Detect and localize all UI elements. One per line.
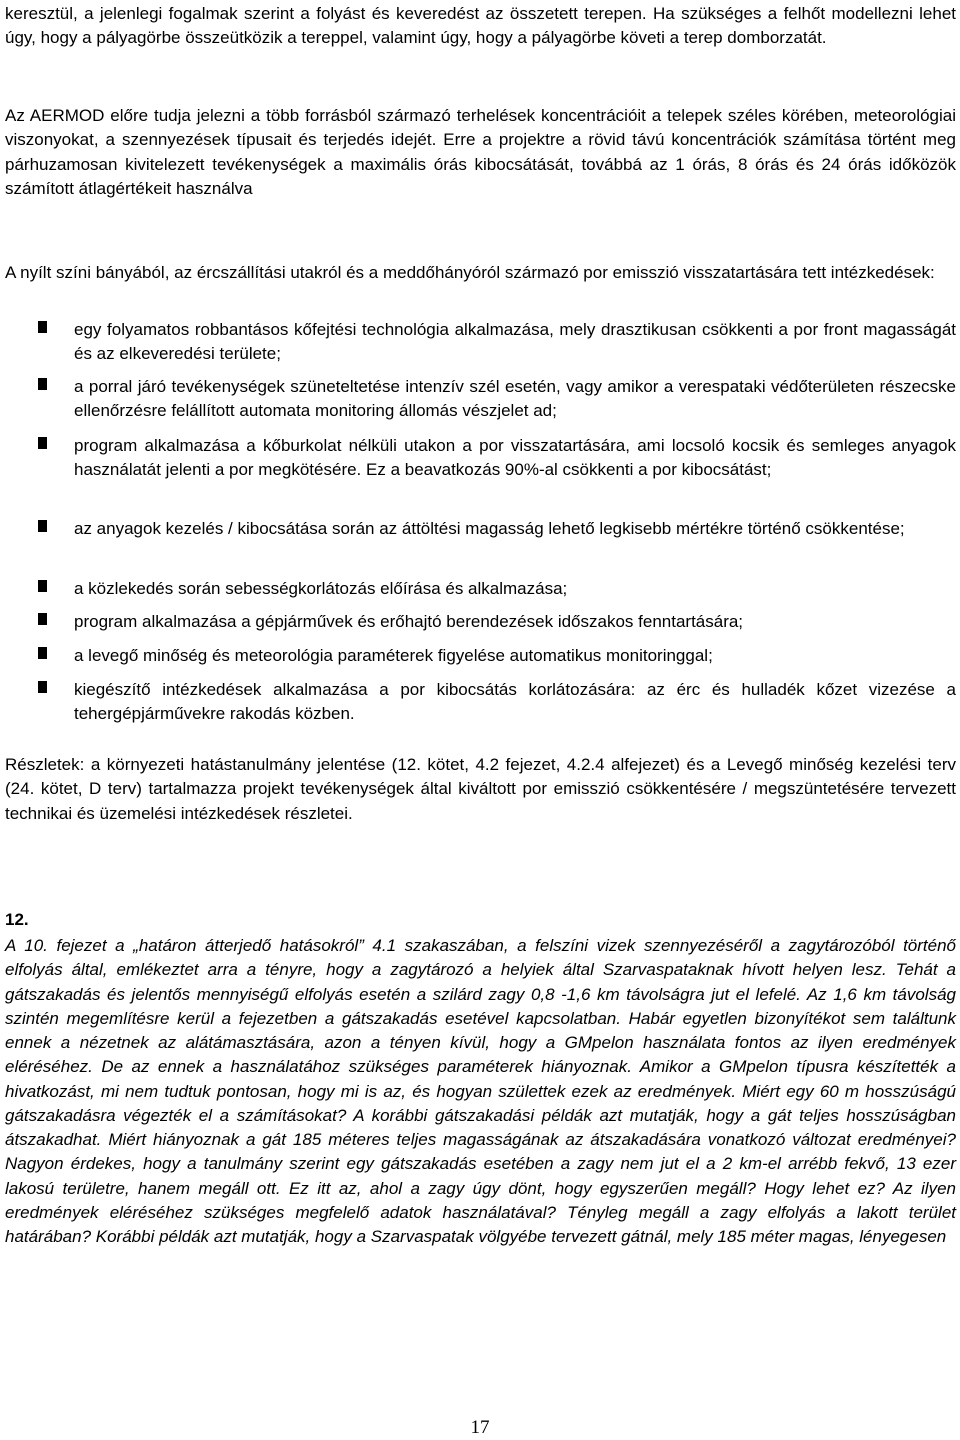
list-item-text: program alkalmazása a kőburkolat nélküli utakon a por visszatartására, ami locsoló kocsik és semleges anyagok használatát jelenti a por megkötésére. Ez a beavatkozás 90%-al csökkenti a por kibocsátást; [74, 436, 956, 480]
square-bullet-icon [38, 580, 47, 592]
list-item-text: a levegő minőség és meteorológia paraméterek figyelése automatikus monitoringgal; [74, 646, 713, 665]
paragraph-dust-measures: A nyílt színi bányából, az ércszállítási utakról és a meddőhányóról származó por emisszió visszatartására tett intézkedések: [5, 263, 935, 282]
list-item [5, 375, 956, 424]
square-bullet-icon [38, 613, 47, 625]
list-item-text: a porral járó tevékenységek szüneteltetése intenzív szél esetén, vagy amikor a verespataki védőterületen részecske ellenőrzésre felállított automata monitoring állomás vészjelet ad; [74, 377, 956, 421]
paragraph-section-12: A 10. fejezet a „határon átterjedő hatásokról” 4.1 szakaszában, a felszíni vizek szennyezéséről a zagytározóból történő elfolyás által, emlékeztet arra a tényre, hogy a zagytározó a helyiek által Szarvaspataknak hívott helyen lesz. Tehát a gátszakadás és jelentős mennyiségű elfolyás esetén a szilárd zagy 0,8 -1,6 km távolságra jut el lefelé. Az 1,6 km távolság szintén megemlítésre kerül a fejezetben a gátszakadás esetével kapcsolatban. Habár egyetlen bizonyítékot sem találtunk ennek a nézetnek az alátámasztására, azon a tényen kívül, hogy a GMpelon használata fontos az ilyen eredmények eléréséhez. De az ennek a használatához szükséges paraméterek hiányoznak. Amikor a GMpelon típusra készítették a hivatkozást, mi nem tudtuk pontosan, hogy mi is az, és hogyan születtek ezek az eredmények. Miért egy 60 m hosszúságú gátszakadásra végezték el a számításokat? A korábbi gátszakadási példák azt mutatják, hogy a gát teljes hosszúságban átszakadhat. Miért hiányoznak a gát 185 méteres teljes magasságának az átszakadására vonatkozó változat eredményei? Nagyon érdekes, hogy a tanulmány szerint egy gátszakadás esetében a zagy nem jut el a 2 km-el arrébb fekvő, 13 ezer lakosú területre, hanem megáll ott. Ez itt az, ahol a zagy úgy dönt, hogy egyszerűen megáll? Hogy lehet ez? Az ilyen eredmények eléréséhez szükséges megfelelő adatok használatával? Tényleg megáll a zagy elfolyás a lakott terület határában? Korábbi példák azt mutatják, hogy a Szarvaspatak völgyébe tervezett gátnál, mely 185 méter magas, lényegesen [5, 936, 956, 1246]
paragraph-details: Részletek: a környezeti hatástanulmány jelentése (12. kötet, 4.2 fejezet, 4.2.4 alfejezet) és a Levegő minőség kezelési terv (24. kötet, D terv) tartalmazza projekt tevékenységek által kiváltott por emisszió csökkentésére / megszüntetésére tervezett technikai és üzemelési intézkedések részletei. [5, 755, 956, 823]
list-item [5, 318, 956, 367]
list-item-text: program alkalmazása a gépjárművek és erőhajtó berendezések időszakos fenntartására; [74, 612, 744, 631]
list-item-text: kiegészítő intézkedések alkalmazása a por kibocsátás korlátozására: az érc és hulladék kőzet vizezése a tehergépjárművekre rakodás közben. [74, 680, 956, 724]
page-number: 17 [470, 1417, 490, 1438]
list-item-text: egy folyamatos robbantásos kőfejtési technológia alkalmazása, mely drasztikusan csökkenti a por front magasságát és az elkeveredési területe; [74, 320, 956, 364]
list-item [5, 678, 956, 727]
square-bullet-icon [38, 681, 47, 693]
square-bullet-icon [38, 437, 47, 449]
paragraph-intro: keresztül, a jelenlegi fogalmak szerint a folyást és keveredést az összetett terepen. Ha szükséges a felhőt modellezni lehet úgy, hogy a pályagörbe összeütközik a tereppel, valamint úgy, hogy a pályagörbe követi a terep domborzatát. [5, 4, 956, 48]
list-item [5, 644, 956, 668]
list-item [5, 610, 956, 634]
list-item [5, 434, 956, 483]
square-bullet-icon [38, 520, 47, 532]
list-item-text: a közlekedés során sebességkorlátozás előírása és alkalmazása; [74, 579, 568, 598]
square-bullet-icon [38, 647, 47, 659]
list-item [5, 517, 956, 541]
paragraph-aermod: Az AERMOD előre tudja jelezni a több forrásból származó terhelések koncentrációit a telepek széles körében, meteorológiai viszonyokat, a szennyezések típusait és terjedés idejét. Erre a projektre a rövid távú koncentrációk számítása történt meg párhuzamosan kivitelezett tevékenységek a maximális órás kibocsátását, továbbá az 1 órás, 8 órás és 24 órás időközök számított átlagértékeit használva [5, 106, 956, 199]
list-item-text: az anyagok kezelés / kibocsátása során az áttöltési magasság lehető legkisebb mértékre történő csökkentése; [74, 519, 905, 538]
list-item [5, 577, 956, 601]
section-number: 12. [5, 910, 29, 929]
square-bullet-icon [38, 378, 47, 390]
square-bullet-icon [38, 321, 47, 333]
